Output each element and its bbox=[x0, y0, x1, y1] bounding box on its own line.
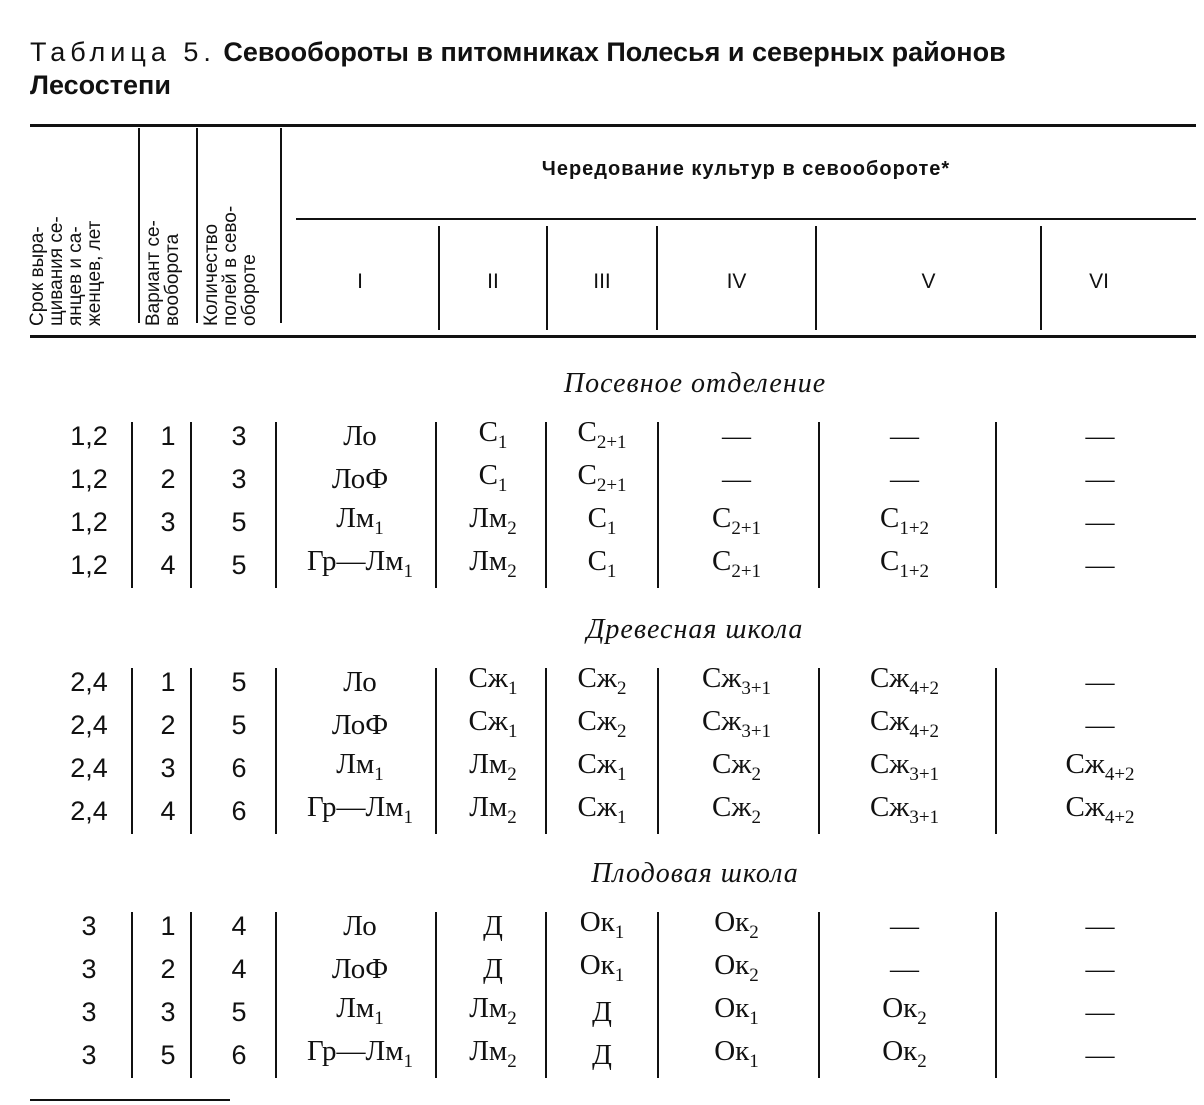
crop-subscript: 4+2 bbox=[909, 721, 940, 742]
header-divider bbox=[138, 128, 140, 323]
column-divider bbox=[190, 668, 192, 834]
variant-cell: 1 bbox=[160, 667, 176, 697]
crop-subscript: 1 bbox=[374, 1008, 384, 1029]
column-divider bbox=[818, 912, 820, 1078]
crop-cell bbox=[817, 748, 992, 785]
crop-subscript: 2 bbox=[507, 1008, 517, 1029]
field-count-cell: 5 bbox=[231, 667, 247, 697]
term-cell: 1,2 bbox=[70, 507, 108, 537]
crop-code: Д bbox=[483, 953, 503, 985]
crop-cell bbox=[440, 502, 546, 539]
column-divider bbox=[435, 422, 437, 588]
crop-cell bbox=[282, 420, 438, 452]
crop-cell bbox=[548, 949, 656, 986]
crop-subscript: 2 bbox=[507, 1051, 517, 1072]
crop-code: Лм bbox=[469, 748, 508, 780]
column-divider bbox=[995, 422, 997, 588]
term-cell: 1,2 bbox=[70, 464, 108, 494]
crop-code: Сж bbox=[701, 662, 742, 694]
column-divider bbox=[657, 912, 659, 1078]
crop-subscript: 4+2 bbox=[1104, 807, 1135, 828]
crop-cell bbox=[817, 502, 992, 539]
crop-cell bbox=[658, 1035, 815, 1072]
crop-code: Сж bbox=[468, 662, 508, 694]
variant-cell: 3 bbox=[160, 753, 176, 783]
crop-cell bbox=[817, 910, 992, 942]
crop-subscript: 1 bbox=[614, 922, 625, 943]
crop-cell bbox=[282, 463, 438, 495]
crop-cell bbox=[817, 662, 992, 699]
crop-cell bbox=[282, 953, 438, 985]
crop-subscript: 1 bbox=[403, 1051, 413, 1072]
crop-code: Сж bbox=[701, 705, 742, 737]
column-divider bbox=[545, 422, 547, 588]
column-divider bbox=[275, 668, 277, 834]
field-count-cell: 4 bbox=[231, 954, 247, 984]
crop-subscript: 3+1 bbox=[909, 764, 940, 785]
footnote-rule bbox=[30, 1099, 230, 1101]
variant-cell: 2 bbox=[160, 710, 176, 740]
crop-subscript: 2 bbox=[507, 518, 517, 539]
term-cell: 3 bbox=[81, 911, 97, 941]
crop-code: С bbox=[587, 545, 607, 577]
crop-subscript: 1 bbox=[507, 678, 518, 699]
crop-cell bbox=[658, 748, 815, 785]
crop-code: Сж bbox=[712, 791, 752, 823]
field-count-cell: 6 bbox=[231, 1040, 247, 1070]
crop-cell bbox=[658, 705, 815, 742]
crop-cell bbox=[440, 662, 546, 699]
field-number: V bbox=[921, 270, 936, 293]
crop-cell bbox=[440, 705, 546, 742]
term-cell: 3 bbox=[81, 997, 97, 1027]
crop-cell bbox=[1000, 910, 1200, 942]
variant-cell: 5 bbox=[160, 1040, 176, 1070]
field-number: II bbox=[487, 270, 499, 293]
header-term: Срок выра- щивания се- янцев и са- женцев, лет bbox=[27, 216, 105, 326]
column-divider bbox=[818, 668, 820, 834]
crop-code: — bbox=[722, 463, 751, 495]
crop-cell bbox=[1000, 549, 1200, 581]
crop-subscript: 2 bbox=[507, 561, 517, 582]
crop-cell bbox=[817, 992, 992, 1029]
crop-cell bbox=[548, 996, 656, 1028]
crop-code: — bbox=[1085, 463, 1115, 495]
crop-code: Ок bbox=[579, 906, 615, 938]
field-count-cell: 4 bbox=[231, 911, 247, 941]
crop-code: — bbox=[890, 420, 919, 452]
crop-cell bbox=[817, 420, 992, 452]
crop-code: Сж bbox=[1065, 748, 1105, 780]
column-divider bbox=[995, 668, 997, 834]
crop-cell bbox=[817, 463, 992, 495]
variant-cell: 4 bbox=[160, 796, 176, 826]
crop-code: Ок bbox=[882, 992, 918, 1024]
crop-subscript: 1 bbox=[374, 518, 384, 539]
field-count-cell: 6 bbox=[231, 796, 247, 826]
crop-cell bbox=[548, 791, 656, 828]
crop-cell bbox=[817, 1035, 992, 1072]
crop-cell bbox=[548, 416, 656, 453]
crop-code: Сж bbox=[1065, 791, 1105, 823]
crop-cell bbox=[282, 545, 438, 582]
crop-code: С bbox=[587, 502, 607, 534]
section-title: Плодовая школа bbox=[591, 858, 799, 889]
crop-code: Сж bbox=[712, 748, 752, 780]
crop-cell bbox=[658, 463, 815, 495]
crop-cell bbox=[548, 662, 656, 699]
crop-subscript: 2+1 bbox=[731, 561, 762, 582]
crop-code: Лм bbox=[469, 1035, 508, 1067]
term-cell: 1,2 bbox=[70, 550, 108, 580]
crop-code: Гр—Лм bbox=[307, 791, 404, 823]
column-divider bbox=[818, 422, 820, 588]
crop-code: — bbox=[1085, 910, 1115, 942]
field-number: VI bbox=[1089, 270, 1109, 293]
crop-subscript: 1 bbox=[749, 1051, 759, 1072]
field-count-cell: 5 bbox=[231, 550, 247, 580]
crop-cell bbox=[1000, 666, 1200, 698]
crop-subscript: 1 bbox=[497, 475, 508, 496]
term-cell: 2,4 bbox=[70, 667, 108, 697]
crop-code: Ло bbox=[343, 910, 377, 942]
term-cell: 3 bbox=[81, 1040, 97, 1070]
crop-code: С bbox=[711, 545, 732, 577]
crop-subscript: 2 bbox=[507, 807, 517, 828]
crop-cell bbox=[548, 502, 656, 539]
crop-code: Ок bbox=[882, 1035, 918, 1067]
crop-cell bbox=[1000, 953, 1200, 985]
crop-code: Сж bbox=[869, 705, 910, 737]
crop-subscript: 1+2 bbox=[899, 561, 930, 582]
crop-cell bbox=[658, 906, 815, 943]
crop-code: Ок bbox=[714, 949, 750, 981]
column-divider bbox=[435, 912, 437, 1078]
crop-cell bbox=[817, 545, 992, 582]
crop-code: — bbox=[1085, 709, 1115, 741]
crop-cell bbox=[282, 910, 438, 942]
crop-subscript: 1 bbox=[497, 432, 508, 453]
crop-code: Ок bbox=[714, 992, 750, 1024]
crop-code: Ло bbox=[343, 420, 377, 452]
variant-cell: 3 bbox=[160, 507, 176, 537]
crop-subscript: 1 bbox=[606, 561, 617, 582]
crop-cell bbox=[1000, 709, 1200, 741]
crop-subscript: 2 bbox=[749, 965, 759, 986]
variant-cell: 3 bbox=[160, 997, 176, 1027]
crop-code: — bbox=[1085, 549, 1115, 581]
crop-subscript: 2+1 bbox=[596, 432, 627, 453]
field-count-cell: 5 bbox=[231, 507, 247, 537]
field-number: IV bbox=[726, 270, 747, 293]
crop-code: Лм bbox=[336, 992, 375, 1024]
column-divider bbox=[657, 422, 659, 588]
crop-cell bbox=[440, 910, 546, 942]
crop-code: Сж bbox=[869, 662, 910, 694]
crop-code: Ок bbox=[714, 906, 750, 938]
crop-code: С bbox=[478, 416, 498, 448]
column-divider bbox=[545, 912, 547, 1078]
column-divider bbox=[545, 668, 547, 834]
crop-cell bbox=[817, 705, 992, 742]
column-divider bbox=[657, 668, 659, 834]
crop-cell bbox=[440, 416, 546, 453]
variant-cell: 1 bbox=[160, 421, 176, 451]
crop-cell bbox=[282, 791, 438, 828]
crop-subscript: 3+1 bbox=[741, 721, 772, 742]
crop-code: ЛоФ bbox=[331, 463, 389, 495]
crop-cell bbox=[548, 1039, 656, 1071]
crop-code: Лм bbox=[336, 748, 375, 780]
crop-subscript: 1+2 bbox=[899, 518, 930, 539]
crop-code: С bbox=[879, 502, 900, 534]
crop-subscript: 3+1 bbox=[741, 678, 772, 699]
field-count-cell: 6 bbox=[231, 753, 247, 783]
crop-subscript: 2 bbox=[917, 1051, 927, 1072]
crop-cell bbox=[282, 666, 438, 698]
crop-subscript: 2+1 bbox=[596, 475, 627, 496]
crop-code: Лм bbox=[469, 502, 508, 534]
variant-cell: 1 bbox=[160, 911, 176, 941]
crop-subscript: 2 bbox=[616, 721, 627, 742]
field-count-cell: 5 bbox=[231, 997, 247, 1027]
field-count-cell: 5 bbox=[231, 710, 247, 740]
header-bottom-rule bbox=[30, 335, 1196, 338]
crop-code: Гр—Лм bbox=[307, 1035, 404, 1067]
crop-code: С bbox=[577, 416, 597, 448]
crop-cell bbox=[548, 748, 656, 785]
column-divider bbox=[435, 668, 437, 834]
crop-cell bbox=[440, 791, 546, 828]
crop-code: — bbox=[1085, 1039, 1115, 1071]
term-cell: 2,4 bbox=[70, 753, 108, 783]
crop-subscript: 4+2 bbox=[1104, 764, 1135, 785]
term-cell: 3 bbox=[81, 954, 97, 984]
crop-subscript: 2 bbox=[749, 922, 759, 943]
crop-code: С bbox=[478, 459, 498, 491]
header-field-count: Количество полей в сево- обороте bbox=[201, 205, 260, 326]
crop-code: — bbox=[890, 910, 919, 942]
crop-subscript: 2 bbox=[751, 807, 761, 828]
crop-code: Лм bbox=[469, 545, 508, 577]
column-divider bbox=[131, 422, 133, 588]
crop-cell bbox=[440, 545, 546, 582]
crop-code: С bbox=[879, 545, 900, 577]
crop-cell bbox=[440, 1035, 546, 1072]
term-cell: 2,4 bbox=[70, 796, 108, 826]
crop-subscript: 1 bbox=[749, 1008, 759, 1029]
header-crop-rotation: Чередование культур в севообороте* bbox=[541, 158, 951, 180]
column-divider bbox=[190, 422, 192, 588]
crop-cell bbox=[440, 953, 546, 985]
crop-subscript: 1 bbox=[374, 764, 384, 785]
crop-code: Д bbox=[483, 910, 503, 942]
crop-subscript: 2 bbox=[616, 678, 627, 699]
group-rule bbox=[296, 218, 1196, 220]
header-variant: Вариант се- вооборота bbox=[143, 220, 183, 326]
crop-cell bbox=[1000, 1039, 1200, 1071]
header-divider bbox=[196, 128, 198, 323]
top-rule bbox=[30, 124, 1196, 127]
crop-cell bbox=[1000, 420, 1200, 452]
crop-code: Лм bbox=[336, 502, 375, 534]
crop-code: ЛоФ bbox=[331, 953, 389, 985]
crop-cell bbox=[548, 705, 656, 742]
crop-cell bbox=[817, 791, 992, 828]
field-count-cell: 3 bbox=[231, 421, 247, 451]
crop-cell bbox=[817, 953, 992, 985]
crop-cell bbox=[658, 992, 815, 1029]
crop-subscript: 1 bbox=[606, 518, 617, 539]
crop-cell bbox=[1000, 463, 1200, 495]
crop-subscript: 2 bbox=[917, 1008, 927, 1029]
crop-cell bbox=[1000, 791, 1200, 828]
table-caption: Севообороты в питомниках Полесья и северных районов bbox=[223, 37, 1006, 67]
crop-cell bbox=[658, 949, 815, 986]
crop-code: Сж bbox=[577, 748, 617, 780]
section-title: Посевное отделение bbox=[563, 368, 827, 399]
crop-subscript: 1 bbox=[614, 965, 625, 986]
crop-code: С bbox=[577, 459, 597, 491]
crop-code: — bbox=[722, 420, 751, 452]
crop-subscript: 4+2 bbox=[909, 678, 940, 699]
column-divider bbox=[190, 912, 192, 1078]
crop-cell bbox=[1000, 506, 1200, 538]
table-number: Таблица 5. bbox=[30, 37, 216, 67]
crop-cell bbox=[658, 791, 815, 828]
crop-code: Сж bbox=[468, 705, 508, 737]
variant-cell: 2 bbox=[160, 464, 176, 494]
crop-subscript: 1 bbox=[616, 807, 627, 828]
crop-cell bbox=[282, 709, 438, 741]
crop-code: Сж bbox=[577, 662, 617, 694]
column-divider bbox=[995, 912, 997, 1078]
column-divider bbox=[275, 912, 277, 1078]
crop-code: С bbox=[711, 502, 732, 534]
crop-cell bbox=[282, 992, 438, 1029]
crop-code: ЛоФ bbox=[331, 709, 389, 741]
crop-cell bbox=[1000, 748, 1200, 785]
term-cell: 1,2 bbox=[70, 421, 108, 451]
crop-subscript: 2 bbox=[751, 764, 761, 785]
crop-subscript: 2+1 bbox=[731, 518, 762, 539]
table-title bbox=[30, 36, 1200, 102]
field-number: III bbox=[593, 270, 611, 293]
section-title: Древесная школа bbox=[586, 614, 804, 645]
crop-cell bbox=[658, 662, 815, 699]
crop-cell bbox=[440, 748, 546, 785]
crop-subscript: 1 bbox=[507, 721, 518, 742]
crop-cell bbox=[548, 545, 656, 582]
crop-subscript: 2 bbox=[507, 764, 517, 785]
crop-cell bbox=[658, 502, 815, 539]
crop-code: Ок bbox=[714, 1035, 750, 1067]
variant-cell: 4 bbox=[160, 550, 176, 580]
crop-cell bbox=[440, 992, 546, 1029]
crop-cell bbox=[282, 1035, 438, 1072]
crop-cell bbox=[658, 420, 815, 452]
crop-subscript: 3+1 bbox=[909, 807, 940, 828]
crop-code: Сж bbox=[577, 705, 617, 737]
crop-code: Ло bbox=[343, 666, 377, 698]
crop-code: Гр—Лм bbox=[307, 545, 404, 577]
crop-code: Сж bbox=[869, 748, 910, 780]
crop-subscript: 1 bbox=[616, 764, 627, 785]
crop-code: Лм bbox=[469, 791, 508, 823]
crop-code: Ок bbox=[579, 949, 615, 981]
crop-subscript: 1 bbox=[403, 807, 413, 828]
field-count-cell: 3 bbox=[231, 464, 247, 494]
crop-cell bbox=[548, 459, 656, 496]
crop-code: — bbox=[1085, 420, 1115, 452]
crop-code: Лм bbox=[469, 992, 508, 1024]
crop-subscript: 1 bbox=[403, 561, 413, 582]
crop-code: — bbox=[890, 463, 919, 495]
crop-code: Д bbox=[592, 1039, 612, 1071]
table-caption-line2: Лесостепи bbox=[30, 70, 171, 100]
crop-cell bbox=[440, 459, 546, 496]
crop-code: — bbox=[1085, 506, 1115, 538]
column-divider bbox=[131, 912, 133, 1078]
term-cell: 2,4 bbox=[70, 710, 108, 740]
crop-code: — bbox=[1085, 996, 1115, 1028]
crop-code: Д bbox=[592, 996, 612, 1028]
column-divider bbox=[131, 668, 133, 834]
column-divider bbox=[275, 422, 277, 588]
crop-code: — bbox=[1085, 953, 1115, 985]
crop-code: — bbox=[1085, 666, 1115, 698]
crop-cell bbox=[1000, 996, 1200, 1028]
crop-cell bbox=[282, 748, 438, 785]
crop-cell bbox=[548, 906, 656, 943]
crop-code: Сж bbox=[869, 791, 910, 823]
crop-cell bbox=[658, 545, 815, 582]
variant-cell: 2 bbox=[160, 954, 176, 984]
crop-cell bbox=[282, 502, 438, 539]
crop-code: — bbox=[890, 953, 919, 985]
field-number: I bbox=[357, 270, 363, 293]
crop-code: Сж bbox=[577, 791, 617, 823]
